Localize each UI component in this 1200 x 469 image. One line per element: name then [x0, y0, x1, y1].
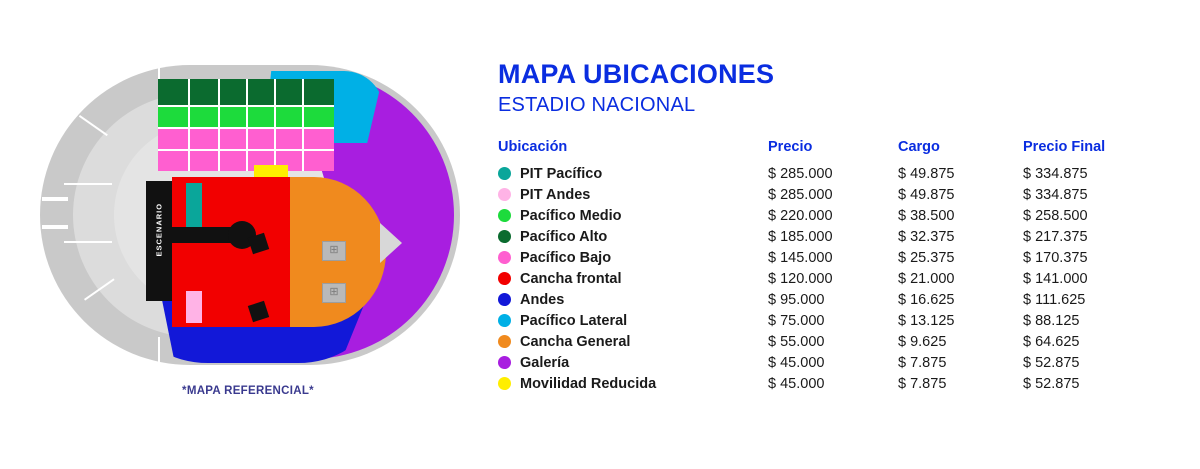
fee-cell: $ 7.875	[898, 376, 947, 393]
final-price-cell: $ 170.375	[1023, 250, 1088, 267]
column-header-ubicacion: Ubicación	[498, 138, 568, 155]
zone-color-swatch-icon	[498, 272, 511, 285]
stadium-gate-notch	[42, 225, 68, 229]
table-row[interactable]	[498, 374, 1138, 395]
zone-color-swatch-icon	[498, 209, 511, 222]
zone-name-label: Cancha frontal	[520, 271, 622, 288]
zone-color-swatch-icon	[498, 335, 511, 348]
final-price-cell: $ 88.125	[1023, 313, 1080, 330]
zone-name-label: Andes	[520, 292, 565, 309]
zone-name-cell	[498, 248, 768, 269]
price-cell: $ 285.000	[768, 166, 833, 183]
ring-divider	[64, 241, 112, 243]
zone-name-label: Pacífico Medio	[520, 208, 622, 225]
stage-label: ESCENARIO	[154, 202, 164, 257]
final-price-cell: $ 141.000	[1023, 271, 1088, 288]
fee-cell: $ 7.875	[898, 355, 947, 372]
table-row[interactable]	[498, 353, 1138, 374]
zone-name-cell	[498, 164, 768, 185]
fee-cell: $ 21.000	[898, 271, 955, 288]
zone-name-cell	[498, 206, 768, 227]
stadium-gate-notch	[42, 197, 68, 201]
zone-name-label: PIT Pacífico	[520, 166, 603, 183]
price-cell: $ 55.000	[768, 334, 825, 351]
stadium-map-graphic	[18, 55, 478, 380]
final-price-cell: $ 111.625	[1023, 292, 1086, 309]
zone-name-cell	[498, 332, 768, 353]
price-cell: $ 45.000	[768, 376, 825, 393]
stand-gridline	[188, 79, 190, 171]
stage-thrust	[172, 227, 234, 243]
final-price-cell: $ 334.875	[1023, 187, 1088, 204]
table-row[interactable]	[498, 269, 1138, 290]
table-row[interactable]	[498, 332, 1138, 353]
zone-name-label: Pacífico Alto	[520, 229, 608, 246]
stand-gridline	[158, 127, 334, 129]
ring-divider	[64, 183, 112, 185]
zone-name-cell	[498, 374, 768, 395]
fee-cell: $ 25.375	[898, 250, 955, 267]
price-cell: $ 285.000	[768, 187, 833, 204]
table-row[interactable]	[498, 311, 1138, 332]
final-price-cell: $ 217.375	[1023, 229, 1088, 246]
column-header-precio: Precio	[768, 138, 813, 155]
zone-name-cell	[498, 290, 768, 311]
zone-color-swatch-icon	[498, 314, 511, 327]
stadium-map[interactable]	[18, 55, 478, 415]
zone-color-swatch-icon	[498, 377, 511, 390]
stand-gridline	[246, 79, 248, 171]
zone-pit-andes[interactable]	[186, 291, 202, 323]
table-row[interactable]	[498, 185, 1138, 206]
price-cell: $ 185.000	[768, 229, 833, 246]
final-price-cell: $ 258.500	[1023, 208, 1088, 225]
stand-gridline	[158, 149, 334, 151]
stand-gridline	[274, 79, 276, 171]
control-booth-glyph: ⊞	[329, 244, 339, 256]
fee-cell: $ 16.625	[898, 292, 955, 309]
table-row[interactable]	[498, 206, 1138, 227]
zone-color-swatch-icon	[498, 230, 511, 243]
venue-subtitle: ESTADIO NACIONAL	[498, 93, 696, 116]
zone-color-swatch-icon	[498, 188, 511, 201]
zone-name-cell	[498, 353, 768, 374]
zone-name-label: Pacífico Bajo	[520, 250, 612, 267]
zone-name-cell	[498, 311, 768, 332]
stand-gridline	[302, 79, 304, 171]
stand-gridline	[218, 79, 220, 171]
table-row[interactable]	[498, 227, 1138, 248]
zone-name-label: PIT Andes	[520, 187, 591, 204]
price-table	[498, 139, 1138, 395]
price-table-body	[498, 164, 1138, 395]
zone-name-cell	[498, 185, 768, 206]
zone-color-swatch-icon	[498, 293, 511, 306]
price-panel	[498, 60, 1188, 395]
zone-name-label: Pacífico Lateral	[520, 313, 628, 330]
table-header-row	[498, 139, 1138, 164]
ring-divider	[158, 337, 160, 363]
zone-name-label: Movilidad Reducida	[520, 376, 657, 393]
table-row[interactable]	[498, 290, 1138, 311]
zone-name-cell	[498, 227, 768, 248]
zone-color-swatch-icon	[498, 167, 511, 180]
fee-cell: $ 38.500	[898, 208, 955, 225]
control-booth-icon	[322, 241, 346, 261]
zone-color-swatch-icon	[498, 356, 511, 369]
final-price-cell: $ 64.625	[1023, 334, 1080, 351]
final-price-cell: $ 52.875	[1023, 376, 1080, 393]
final-price-cell: $ 52.875	[1023, 355, 1080, 372]
zone-pit-pacifico[interactable]	[186, 183, 202, 231]
control-booth-glyph: ⊞	[329, 286, 339, 298]
table-row[interactable]	[498, 164, 1138, 185]
map-disclaimer: *MAPA REFERENCIAL*	[182, 385, 314, 397]
stand-gridline	[158, 105, 334, 107]
fee-cell: $ 9.625	[898, 334, 947, 351]
price-cell: $ 95.000	[768, 292, 825, 309]
fee-cell: $ 13.125	[898, 313, 955, 330]
control-booth-icon	[322, 283, 346, 303]
zone-name-label: Galería	[520, 355, 570, 372]
stage-block	[146, 181, 172, 301]
final-price-cell: $ 334.875	[1023, 166, 1088, 183]
zone-name-label: Cancha General	[520, 334, 631, 351]
table-row[interactable]	[498, 248, 1138, 269]
page-title: MAPA UBICACIONES	[498, 59, 775, 89]
fee-cell: $ 32.375	[898, 229, 955, 246]
price-cell: $ 45.000	[768, 355, 825, 372]
price-cell: $ 220.000	[768, 208, 833, 225]
price-cell: $ 75.000	[768, 313, 825, 330]
price-cell: $ 145.000	[768, 250, 833, 267]
column-header-precio-final: Precio Final	[1023, 138, 1106, 155]
column-header-cargo: Cargo	[898, 138, 940, 155]
price-cell: $ 120.000	[768, 271, 833, 288]
fee-cell: $ 49.875	[898, 187, 955, 204]
zone-color-swatch-icon	[498, 251, 511, 264]
fee-cell: $ 49.875	[898, 166, 955, 183]
zone-name-cell	[498, 269, 768, 290]
